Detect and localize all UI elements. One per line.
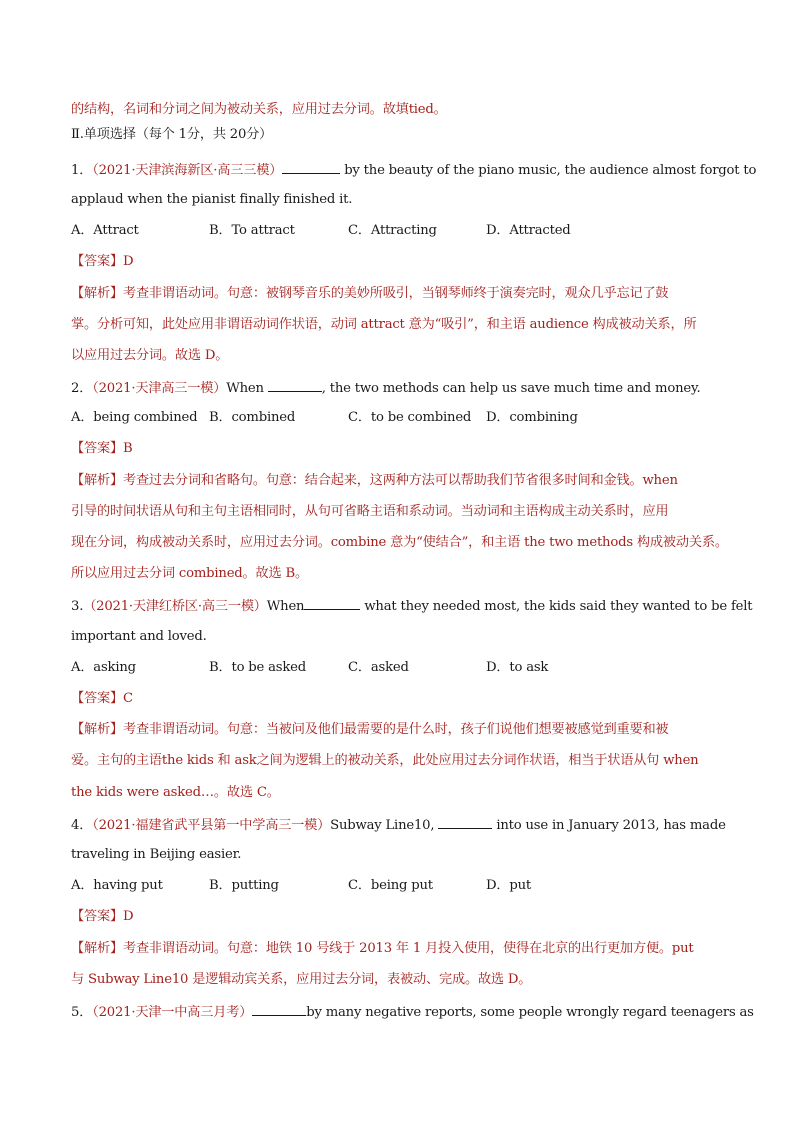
q2-analysis-text: 考查过去分词和省略句。句意：结合起来，这两种方法可以帮助我们节省很多时间和金钱。	[122, 473, 643, 488]
q2-analysis-line-4	[71, 565, 731, 583]
q1-analysis-term: audience	[529, 317, 589, 332]
q1-option-d: D．Attracted	[486, 223, 571, 238]
q4-stem-line-1	[71, 815, 731, 835]
intro-end: 。	[433, 102, 447, 117]
q4-answer-value: D	[122, 909, 134, 924]
q4-answer	[71, 908, 731, 926]
q4-option-b: B．putting	[209, 878, 279, 893]
q3-analysis-line-1	[71, 721, 731, 739]
q4-option-d: D．put	[486, 878, 531, 893]
q2-analysis-term: when	[642, 473, 678, 488]
q2-analysis-label: 【解析】	[71, 473, 123, 488]
q4-analysis-term: 10	[295, 941, 313, 956]
q1-stem-line-2: applaud when the pianist finally finished it.	[71, 192, 353, 207]
q4-analysis-term: put	[671, 941, 694, 956]
q5-number: 5．	[71, 1005, 93, 1020]
q1-option-b: B．To attract	[209, 223, 295, 238]
q2-stem-line-1	[71, 378, 731, 398]
q3-analysis-term: the kids	[161, 753, 214, 768]
q2-analysis-line-2: 引导的时间状语从句和主句主语相同时，从句可省略主语和系动词。当动词和主语构成主动关系时，应用	[71, 504, 669, 519]
section-title: Ⅱ.单项选择（每个 1分，共 20分）	[71, 127, 273, 142]
q3-answer-value: C	[122, 691, 133, 706]
q3-analysis-term: ask	[234, 753, 257, 768]
q2-answer-value: B	[122, 441, 133, 456]
q1-analysis-line-2	[71, 316, 731, 334]
q2-blank	[268, 378, 322, 392]
q3-analysis-text: 之间为逻辑上的被动关系，此处应用过去分词作状语，相当于状语从句	[256, 753, 660, 768]
q4-analysis-text: 是逻辑动宾关系，应用过去分词，表被动、完成。故选 D。	[192, 972, 532, 987]
q2-analysis-line-3	[71, 534, 731, 552]
q2-number: 2．	[71, 381, 93, 396]
q3-number: 3.	[71, 599, 84, 614]
q2-option-d: D．combining	[486, 410, 578, 425]
q2-analysis-text: 。故选 B。	[242, 566, 308, 581]
intro-word: tied	[408, 102, 434, 117]
q3-analysis-line-2	[71, 752, 731, 770]
q2-answer	[71, 440, 731, 458]
q2-text-b: , the two methods can help us save much time and money.	[321, 381, 701, 396]
q4-text-a: Subway Line10,	[330, 818, 435, 833]
q4-analysis-line-1	[71, 940, 731, 958]
q3-blank	[304, 596, 360, 610]
q1-source: （2021·天津滨海新区·高三三模）	[92, 163, 283, 178]
q4-blank	[438, 815, 492, 829]
q2-text-a: When	[226, 381, 264, 396]
q5-blank	[252, 1002, 306, 1016]
q4-analysis-text: 与	[71, 972, 84, 987]
q3-answer	[71, 690, 731, 708]
q4-analysis-label: 【解析】	[71, 941, 123, 956]
intro-line	[71, 101, 731, 119]
q2-analysis-text: 所以应用过去分词	[71, 566, 175, 581]
q1-option-c: C．Attracting	[348, 223, 437, 238]
q1-analysis-label: 【解析】	[71, 286, 123, 301]
q5-text-a: by many negative reports, some people wrongly regard teenagers as	[306, 1005, 754, 1020]
q3-stem-line-2: important and loved.	[71, 629, 207, 644]
q3-text-a: When	[266, 599, 305, 614]
q3-option-d: D．to ask	[486, 660, 549, 675]
q1-text-a: by the beauty of the piano music, the audience almost forgot to	[344, 163, 757, 178]
q4-analysis-text: 月投入使用，使得在北京的出行更加方便。	[425, 941, 672, 956]
q2-analysis-term: the two methods	[524, 535, 633, 550]
q4-option-c: C．being put	[348, 878, 433, 893]
q1-blank	[282, 160, 340, 174]
q3-option-b: B．to be asked	[209, 660, 307, 675]
q3-analysis-label: 【解析】	[71, 722, 123, 737]
q1-analysis-text: 考查非谓语动词。句意：被钢琴音乐的美妙所吸引，当钢琴师终于演奏完时，观众几乎忘记了鼓	[122, 286, 669, 301]
q3-analysis-term: the kids were asked…	[71, 785, 214, 800]
q2-analysis-term: combine	[330, 535, 387, 550]
q1-analysis-line-1	[71, 285, 731, 303]
q3-analysis-text: 考查非谓语动词。句意：当被问及他们最需要的是什么时，孩子们说他们想要被感觉到重要和被	[122, 722, 669, 737]
q1-number: 1．	[71, 163, 93, 178]
q4-number: 4．	[71, 818, 93, 833]
q4-analysis-text: 年	[395, 941, 409, 956]
q4-text-b: into use in January 2013, has made	[496, 818, 726, 833]
q3-analysis-text: 爱。主句的主语	[71, 753, 162, 768]
q5-source: （2021·天津一中高三月考）	[92, 1005, 253, 1020]
q4-analysis-term: 2013	[359, 941, 392, 956]
q2-source: （2021·天津高三一模）	[92, 381, 227, 396]
q2-analysis-term: combined	[178, 566, 243, 581]
q3-analysis-text: 。故选 C。	[213, 785, 280, 800]
q2-option-c: C．to be combined	[348, 410, 472, 425]
q4-analysis-term: Subway Line10	[88, 972, 189, 987]
q5-stem-line-1	[71, 1002, 754, 1022]
q4-source: （2021·福建省武平县第一中学高三一模）	[92, 818, 331, 833]
q1-analysis-text: 意为“吸引”，和主语	[408, 317, 526, 332]
q3-analysis-term: when	[663, 753, 699, 768]
q2-answer-label: 【答案】	[71, 441, 123, 456]
q4-analysis-line-2	[71, 971, 731, 989]
q1-answer	[71, 253, 731, 271]
q3-stem-line-1	[71, 596, 753, 616]
q2-option-a: A．being combined	[71, 410, 198, 425]
q3-text-b: what they needed most, the kids said they wanted to be felt	[364, 599, 753, 614]
q4-analysis-text: 考查非谓语动词。句意：地铁	[122, 941, 292, 956]
q3-option-a: A．asking	[71, 660, 136, 675]
q4-option-a: A．having put	[71, 878, 163, 893]
q1-answer-value: D	[122, 254, 134, 269]
q1-analysis-text: 构成被动关系，所	[592, 317, 697, 332]
q2-analysis-text: 意为“使结合”，和主语	[390, 535, 521, 550]
q4-analysis-text: 号线于	[316, 941, 356, 956]
q3-answer-label: 【答案】	[71, 691, 123, 706]
q3-option-c: C．asked	[348, 660, 409, 675]
q1-analysis-term: attract	[360, 317, 405, 332]
q4-stem-line-2: traveling in Beijing easier.	[71, 847, 242, 862]
q1-stem-line-1	[71, 160, 757, 180]
q4-answer-label: 【答案】	[71, 909, 123, 924]
q1-option-a: A．Attract	[71, 223, 139, 238]
q4-analysis-term: 1	[412, 941, 422, 956]
q2-analysis-line-1	[71, 472, 731, 490]
q1-analysis-text: 掌。分析可知，此处应用非谓语动词作状语，动词	[71, 317, 357, 332]
q2-analysis-text: 现在分词，构成被动关系时，应用过去分词。	[71, 535, 331, 550]
intro-text: 的结构，名词和分词之间为被动关系，应用过去分词。故填	[71, 102, 409, 117]
q3-analysis-text: 和	[217, 753, 231, 768]
q2-option-b: B．combined	[209, 410, 296, 425]
q1-analysis-line-3: 以应用过去分词。故选 D。	[71, 348, 229, 363]
q1-answer-label: 【答案】	[71, 254, 123, 269]
q3-analysis-line-3	[71, 784, 731, 802]
q3-source: （2021·天津红桥区·高三一模）	[83, 599, 267, 614]
q2-analysis-text: 构成被动关系。	[636, 535, 728, 550]
